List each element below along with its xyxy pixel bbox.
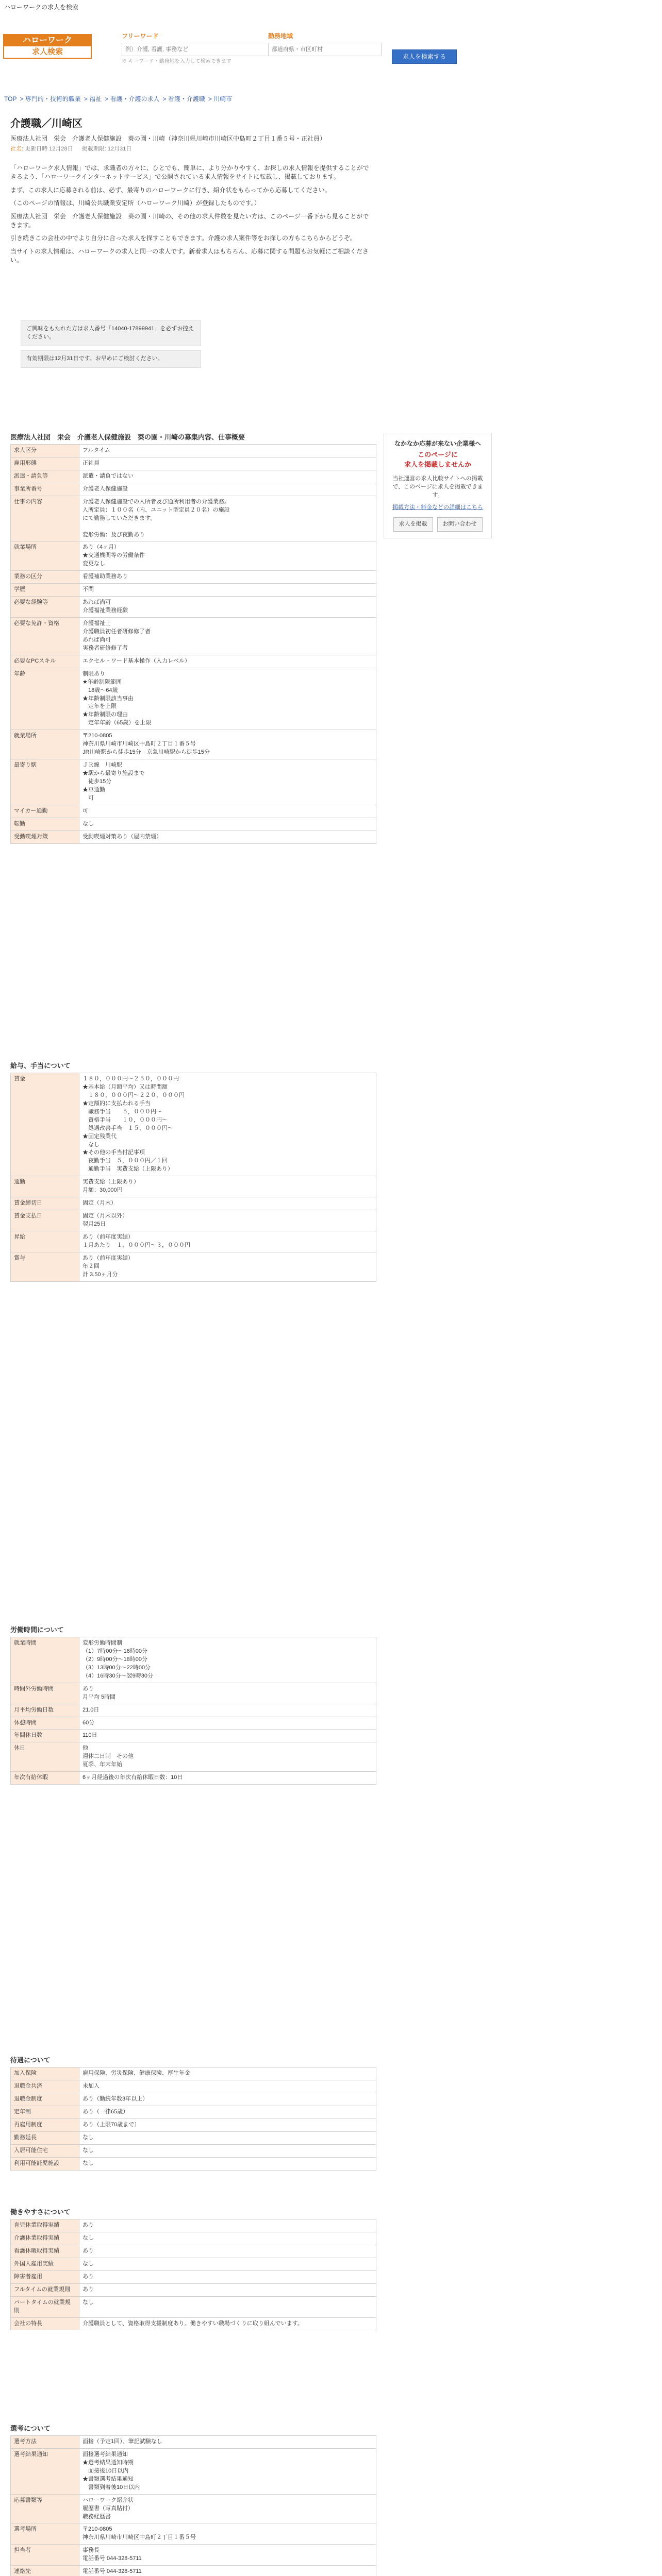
row-label: 障害者雇用 bbox=[11, 2270, 79, 2283]
table-row bbox=[11, 1717, 376, 1730]
job-subtitle: 医療法人社団 栄会 介護老人保健施設 葵の園・川崎（神奈川県川崎市川崎区中島町２丁目１番５号・正社員） bbox=[10, 135, 326, 142]
row-label: 介護休業取得実績 bbox=[11, 2232, 79, 2245]
row-label: フルタイムの就業規則 bbox=[11, 2283, 79, 2296]
logo-line-1: ハローワーク bbox=[4, 35, 91, 46]
row-value: 固定（月末） bbox=[79, 1197, 376, 1210]
row-label: 賃金締切日 bbox=[11, 1197, 79, 1210]
row-label: 事業所番号 bbox=[11, 483, 79, 496]
table-row bbox=[11, 597, 376, 618]
row-value: 変形労働時間制 （1）7時00分〜16時00分 （2）9時00分〜18時00分 （3）13時00分〜22時00分 （4）16時30分〜翌9時30分 bbox=[79, 1637, 376, 1683]
row-value: あり bbox=[79, 2283, 376, 2296]
row-label: 就業場所 bbox=[11, 541, 79, 571]
row-value: 不問 bbox=[79, 584, 376, 597]
row-value: 実費支給（上限あり） 月額：30,000円 bbox=[79, 1176, 376, 1197]
table-row bbox=[11, 2245, 376, 2258]
row-label: 業務の区分 bbox=[11, 571, 79, 584]
row-value: エクセル・ワード基本操作（入力レベル） bbox=[79, 655, 376, 668]
breadcrumb-item[interactable]: TOP bbox=[4, 95, 17, 103]
row-value: 60分 bbox=[79, 1717, 376, 1730]
section-wage-heading: 給与、手当について bbox=[10, 1062, 71, 1070]
intro-paragraph: 「ハローワーク求人情報」では、求職者の方々に、ひとでも、簡単に、より分かりやすく、お探しの求人情報を提供することができるよう、「ハローワークインターネットサービス」で公開されている求人情報をサイトに転載し、掲載しております。 bbox=[10, 164, 369, 181]
row-label: 賞与 bbox=[11, 1252, 79, 1281]
intro-paragraph: 当サイトの求人情報は、ハローワークの求人と同一の求人です。新着求人はもちろん、応募に関する問題もお気軽にご相談ください。 bbox=[10, 247, 369, 264]
row-label: 連絡先 bbox=[11, 2566, 79, 2576]
row-value: 他 週休二日制 その他 夏季、年末年始 bbox=[79, 1742, 376, 1772]
row-label: 就業時間 bbox=[11, 1637, 79, 1683]
table-row bbox=[11, 2494, 376, 2523]
row-value: あり（前年度実績） 年２回 計 3.50ヶ月分 bbox=[79, 1252, 376, 1281]
breadcrumb-item[interactable]: 看護・介護の求人 bbox=[110, 95, 160, 103]
row-label: 担当者 bbox=[11, 2545, 79, 2566]
benefits-table bbox=[10, 2067, 376, 2171]
row-value: １８０，０００円〜２５０，０００円 ★基本給（月額平均）又は時間額 １８０，０００円〜２２０，０００円 ★定額的に支払われる手当 職務手当 ５，０００円〜 資格手当 １０，０００円〜 処遇改善手当 １５，０００円〜 ★固定残業代 なし ★その他の手当付記事項 夜勤手当 ５，０００円／１回 通勤手当 実費支給（上限あり） bbox=[79, 1073, 376, 1176]
table-row bbox=[11, 571, 376, 584]
row-label: 加入保険 bbox=[11, 2067, 79, 2080]
intro-paragraph: 医療法人社団 栄会 介護老人保健施設 葵の園・川崎の、その他の求人件数を見たい方は、このページ一番下から見ることができます。 bbox=[10, 212, 369, 229]
row-label: マイカー通勤 bbox=[11, 805, 79, 818]
table-row bbox=[11, 2119, 376, 2131]
row-value: なし bbox=[79, 2144, 376, 2157]
job-meta bbox=[10, 145, 371, 154]
table-row bbox=[11, 1742, 376, 1772]
row-value: あり 月平均 5時間 bbox=[79, 1683, 376, 1704]
search-button[interactable]: 求人を検索する bbox=[392, 49, 457, 64]
keyword-input[interactable] bbox=[122, 43, 276, 56]
row-value: 〒210-0805 神奈川県川崎市川崎区中島町２丁目１番５号 bbox=[79, 2523, 376, 2545]
breadcrumb-item[interactable]: 福祉 bbox=[89, 95, 102, 103]
sidebar-buttons bbox=[389, 517, 486, 532]
meta-label: 社名: bbox=[10, 146, 25, 152]
row-label: 看護休暇取得実績 bbox=[11, 2245, 79, 2258]
location-search-block bbox=[268, 32, 382, 56]
section-selection-heading: 選考について bbox=[10, 2425, 51, 2432]
table-row bbox=[11, 1637, 376, 1683]
row-value: あり（4ヶ月） ★交通機関等の労働条件 変更なし bbox=[79, 541, 376, 571]
row-label: 入居可能住宅 bbox=[11, 2144, 79, 2157]
site-logo[interactable] bbox=[3, 34, 92, 59]
keyword-label: フリーワード bbox=[122, 32, 159, 40]
table-row bbox=[11, 1176, 376, 1197]
row-label: 退職金共済 bbox=[11, 2080, 79, 2093]
table-row bbox=[11, 1197, 376, 1210]
job-number-notice: ご興味をもたれた方は求人番号「14040-17899941」を必ずお控えください。 bbox=[21, 320, 201, 346]
row-value: なし bbox=[79, 2296, 376, 2317]
page-title: 介護職／川崎区 bbox=[10, 118, 82, 129]
table-row bbox=[11, 818, 376, 831]
intro-paragraph: 引き続きこの会社の中でより自分に合った求人を探すこともできます。介護の求人案件等をお探しの方もこちらからどうぞ。 bbox=[10, 234, 356, 242]
contact-button[interactable]: お問い合わせ bbox=[437, 517, 483, 532]
table-row bbox=[11, 2131, 376, 2144]
row-value: あり（前年度実績） １月あたり １，０００円〜３，０００円 bbox=[79, 1231, 376, 1252]
row-label: 就業場所 bbox=[11, 730, 79, 759]
row-label: 雇用形態 bbox=[11, 457, 79, 470]
table-row bbox=[11, 1772, 376, 1785]
table-row bbox=[11, 2436, 376, 2449]
table-row bbox=[11, 2566, 376, 2576]
table-row bbox=[11, 2093, 376, 2106]
row-value: 事務長 電話番号 044-328-5711 bbox=[79, 2545, 376, 2566]
table-row bbox=[11, 445, 376, 457]
table-row bbox=[11, 584, 376, 597]
table-row bbox=[11, 618, 376, 655]
table-row bbox=[11, 2157, 376, 2170]
row-label: 応募書類等 bbox=[11, 2494, 79, 2523]
row-value: 6ヶ月経過後の年次有給休暇日数：10日 bbox=[79, 1772, 376, 1785]
row-label: 受動喫煙対策 bbox=[11, 831, 79, 843]
row-value: 正社員 bbox=[79, 457, 376, 470]
row-label: 派遣・請負等 bbox=[11, 470, 79, 483]
table-row bbox=[11, 805, 376, 818]
meta-extra: 掲載期限: 12月31日 bbox=[81, 146, 132, 152]
table-row bbox=[11, 470, 376, 483]
row-value: 固定（月末以外） 翌月25日 bbox=[79, 1210, 376, 1231]
conditions-table bbox=[10, 2219, 376, 2330]
table-row bbox=[11, 2258, 376, 2270]
row-value: 介護職員として、資格取得支援制度あり。働きやすい職場づくりに取り組んでいます。 bbox=[79, 2317, 376, 2330]
row-value: ＪＲ線 川崎駅 ★駅から最寄り施設まで 徒歩15分 ★車通勤 可 bbox=[79, 759, 376, 805]
keyword-search-block bbox=[122, 32, 276, 66]
table-row bbox=[11, 668, 376, 730]
row-value: 未加入 bbox=[79, 2080, 376, 2093]
table-row bbox=[11, 1073, 376, 1176]
row-label: 仕事の内容 bbox=[11, 496, 79, 541]
row-label: 学歴 bbox=[11, 584, 79, 597]
row-label: 休憩時間 bbox=[11, 1717, 79, 1730]
row-value: 面接（予定1回）、筆記試験なし bbox=[79, 2436, 376, 2449]
table-row bbox=[11, 483, 376, 496]
row-value: ハローワーク紹介状 履歴書（写真貼付） 職務経歴書 bbox=[79, 2494, 376, 2523]
row-label: 最寄り駅 bbox=[11, 759, 79, 805]
hours-table bbox=[10, 1637, 376, 1785]
table-row bbox=[11, 2270, 376, 2283]
table-row bbox=[11, 2106, 376, 2119]
location-input[interactable] bbox=[268, 43, 382, 56]
table-row bbox=[11, 541, 376, 571]
table-row bbox=[11, 1704, 376, 1717]
table-row bbox=[11, 730, 376, 759]
job-details-table bbox=[10, 444, 376, 844]
row-value: なし bbox=[79, 2157, 376, 2170]
section-benefits-heading: 待遇について bbox=[10, 2056, 51, 2064]
row-value: 受動喫煙対策あり（屋内禁煙） bbox=[79, 831, 376, 843]
intro-paragraph: まず、この求人に応募される前は、必ず、最寄りのハローワークに行き、紹介状をもらってから応募してください。 bbox=[10, 186, 331, 194]
table-row bbox=[11, 655, 376, 668]
breadcrumb-item[interactable]: 看護・介護職 bbox=[168, 95, 205, 103]
row-label: 時間外労働時間 bbox=[11, 1683, 79, 1704]
row-label: 月平均労働日数 bbox=[11, 1704, 79, 1717]
row-label: パートタイムの就業規則 bbox=[11, 2296, 79, 2317]
table-row bbox=[11, 2232, 376, 2245]
table-row bbox=[11, 2080, 376, 2093]
row-label: 転勤 bbox=[11, 818, 79, 831]
table-row bbox=[11, 2296, 376, 2317]
location-label: 勤務地域 bbox=[268, 32, 293, 40]
table-row bbox=[11, 2067, 376, 2080]
advertise-sidebar bbox=[384, 433, 492, 538]
row-value: なし bbox=[79, 2131, 376, 2144]
row-value: なし bbox=[79, 818, 376, 831]
table-row bbox=[11, 457, 376, 470]
row-value: 制限あり ★年齢制限範囲 18歳〜64歳 ★年齢制限該当事由 定年を上限 ★年齢制限の理由 定年年齢（65歳）を上限 bbox=[79, 668, 376, 730]
row-value: 電話番号 044-328-5711 bbox=[79, 2566, 376, 2576]
row-label: 育児休業取得実績 bbox=[11, 2219, 79, 2232]
deadline-notice: 有効期限は12月31日です。お早めにご検討ください。 bbox=[21, 350, 201, 368]
row-label: 求人区分 bbox=[11, 445, 79, 457]
row-label: 年齢 bbox=[11, 668, 79, 730]
sidebar-highlight: このページに 求人を掲載しませんか bbox=[404, 451, 471, 469]
row-value: 21.0日 bbox=[79, 1704, 376, 1717]
table-row bbox=[11, 1730, 376, 1742]
breadcrumb-item[interactable]: 専門的・技術的職業 bbox=[25, 95, 81, 103]
intro-text bbox=[10, 164, 371, 269]
row-label: 必要なPCスキル bbox=[11, 655, 79, 668]
intro-paragraph: （このページの情報は、川崎公共職業安定所（ハローワーク川崎）が登録したものです。） bbox=[10, 199, 260, 207]
row-label: 賃金支払日 bbox=[11, 1210, 79, 1231]
wage-table bbox=[10, 1073, 376, 1282]
section-job-heading: 医療法人社団 栄会 介護老人保健施設 葵の園・川崎の募集内容、仕事概要 bbox=[10, 433, 245, 441]
row-label: 定年制 bbox=[11, 2106, 79, 2119]
row-value: 介護老人保健施設での入所者及び通所利用者の介護業務。 入所定員：１００名（内、ユニット型定員２０名）の施設 にて勤務していただきます。 変形労働：及び夜勤あり bbox=[79, 496, 376, 541]
table-row bbox=[11, 2448, 376, 2494]
breadcrumb: TOP > 専門的・技術的職業 > 福祉 > 看護・介護の求人 > 看護・介護職 > 川崎市 bbox=[4, 95, 233, 103]
row-value: あり bbox=[79, 2245, 376, 2258]
sidebar-text: 当社運営の求人比較サイトへの掲載で、このページに求人を掲載できます。 bbox=[392, 476, 483, 498]
row-label: 昇給 bbox=[11, 1231, 79, 1252]
row-value: フルタイム bbox=[79, 445, 376, 457]
row-label: 退職金制度 bbox=[11, 2093, 79, 2106]
row-value: なし bbox=[79, 2232, 376, 2245]
row-value: 〒210-0805 神奈川県川崎市川崎区中島町２丁目１番５号 JR川崎駅から徒歩15分 京急川崎駅から徒歩15分 bbox=[79, 730, 376, 759]
row-label: 会社の特長 bbox=[11, 2317, 79, 2330]
selection-table bbox=[10, 2435, 376, 2576]
post-job-button[interactable]: 求人を掲載 bbox=[393, 517, 433, 532]
row-value: 派遣・請負ではない bbox=[79, 470, 376, 483]
table-row bbox=[11, 496, 376, 541]
row-value: あり（一律65歳） bbox=[79, 2106, 376, 2119]
section-hours-heading: 労働時間について bbox=[10, 1626, 64, 1634]
table-row bbox=[11, 1231, 376, 1252]
row-value: 介護老人保健施設 bbox=[79, 483, 376, 496]
row-value: 面接選考結果通知 ★選考結果通知時期 面接後10日以内 ★書類選考結果通知 書類到着後10日以内 bbox=[79, 2448, 376, 2494]
sidebar-title: なかなか応募が来ない企業様へ bbox=[394, 440, 481, 447]
row-value: あり bbox=[79, 2270, 376, 2283]
row-value: あり（勤続年数3年以上） bbox=[79, 2093, 376, 2106]
section-conditions-heading: 働きやすさについて bbox=[10, 2208, 71, 2216]
row-label: 必要な免許・資格 bbox=[11, 618, 79, 655]
table-row bbox=[11, 2144, 376, 2157]
row-label: 選考方法 bbox=[11, 2436, 79, 2449]
row-label: 年次有給休暇 bbox=[11, 1772, 79, 1785]
breadcrumb-item[interactable]: 川崎市 bbox=[213, 95, 233, 103]
row-label: 賃金 bbox=[11, 1073, 79, 1176]
row-value: あり（上限70歳まで） bbox=[79, 2119, 376, 2131]
table-row bbox=[11, 1683, 376, 1704]
site-title: ハローワークの求人を検索 bbox=[4, 4, 79, 11]
sidebar-link[interactable]: 掲載方法・料金などの詳細はこちら bbox=[392, 504, 483, 511]
meta-value: 更新日時 12月28日 bbox=[25, 146, 73, 152]
row-value: 可 bbox=[79, 805, 376, 818]
table-row bbox=[11, 1252, 376, 1281]
job-title-block bbox=[10, 116, 371, 154]
row-label: 選考結果通知 bbox=[11, 2448, 79, 2494]
row-value: あり bbox=[79, 2219, 376, 2232]
logo-line-2: 求人検索 bbox=[4, 46, 91, 58]
row-value: 介護福祉士 介護職員初任者研修修了者 あれば尚可 実務者研修修了者 bbox=[79, 618, 376, 655]
table-row bbox=[11, 831, 376, 843]
row-label: 年間休日数 bbox=[11, 1730, 79, 1742]
table-row bbox=[11, 2283, 376, 2296]
table-row bbox=[11, 1210, 376, 1231]
table-row bbox=[11, 2523, 376, 2545]
table-row bbox=[11, 2317, 376, 2330]
search-hint: ※ キーワード・勤務地を入力して検索できます bbox=[122, 59, 231, 65]
row-label: 外国人雇用実績 bbox=[11, 2258, 79, 2270]
row-label: 利用可能託児施設 bbox=[11, 2157, 79, 2170]
row-label: 勤務延長 bbox=[11, 2131, 79, 2144]
row-label: 通勤 bbox=[11, 1176, 79, 1197]
table-row bbox=[11, 759, 376, 805]
row-value: 看護補助業務あり bbox=[79, 571, 376, 584]
row-label: 選考場所 bbox=[11, 2523, 79, 2545]
row-value: 雇用保険、労災保険、健康保険、厚生年金 bbox=[79, 2067, 376, 2080]
row-value: あれば尚可 介護福祉業務経験 bbox=[79, 597, 376, 618]
row-label: 休日 bbox=[11, 1742, 79, 1772]
table-row bbox=[11, 2545, 376, 2566]
table-row bbox=[11, 2219, 376, 2232]
row-value: なし bbox=[79, 2258, 376, 2270]
row-value: 110日 bbox=[79, 1730, 376, 1742]
row-label: 再雇用制度 bbox=[11, 2119, 79, 2131]
row-label: 必要な経験等 bbox=[11, 597, 79, 618]
